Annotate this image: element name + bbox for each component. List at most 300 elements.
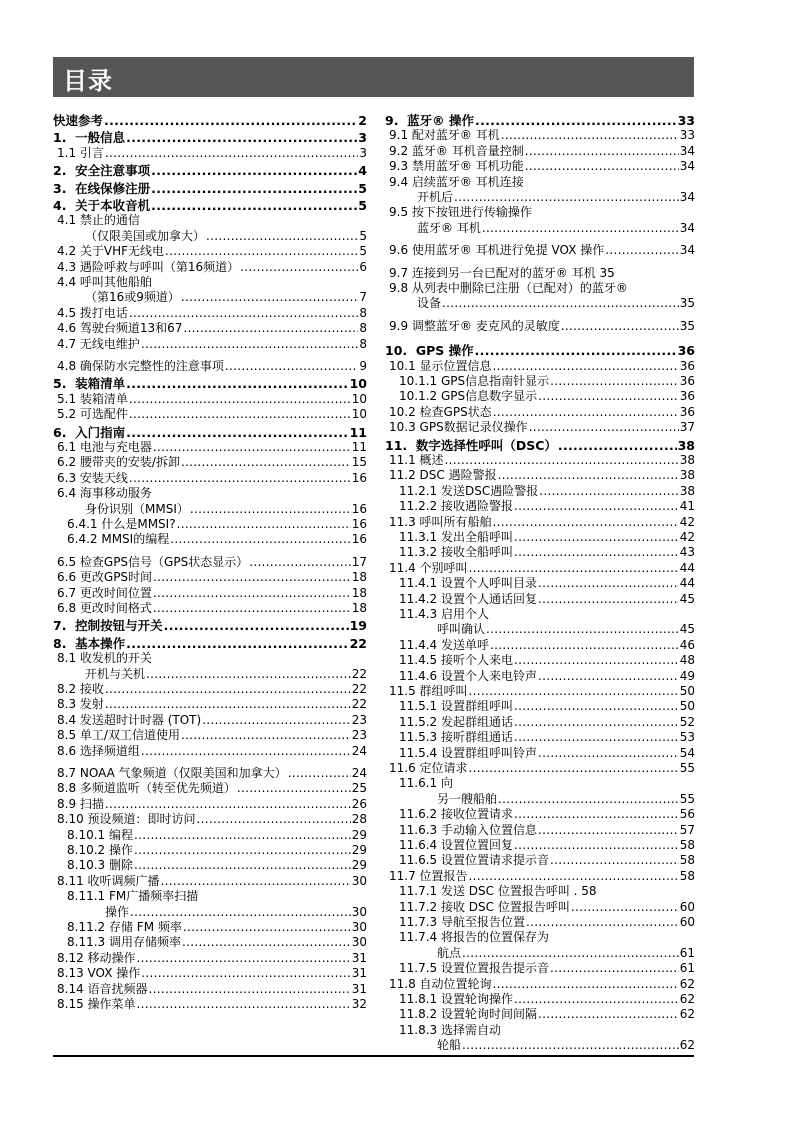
toc-entry-title: 4. 关于本收音机 bbox=[53, 198, 151, 213]
toc-page-number: 15 bbox=[351, 455, 367, 470]
toc-entry-title: （第16或9频道） bbox=[85, 290, 180, 305]
toc-page-number: 54 bbox=[679, 745, 695, 760]
toc-page-number: 50 bbox=[679, 699, 695, 714]
toc-entry[interactable] bbox=[385, 745, 695, 760]
toc-dot-leader bbox=[514, 700, 679, 713]
toc-dot-leader bbox=[149, 983, 351, 996]
toc-entry[interactable] bbox=[53, 516, 367, 531]
toc-page-number: 5 bbox=[358, 180, 367, 196]
toc-entry[interactable] bbox=[385, 791, 695, 806]
toc-page-number: 48 bbox=[679, 653, 695, 668]
toc-entry-title: 11.5.4 设置群组呼叫铃声 bbox=[399, 745, 537, 760]
toc-entry[interactable] bbox=[385, 760, 695, 775]
toc-dot-leader bbox=[288, 767, 351, 780]
toc-entry-title: 11.4.2 设置个人通话回复 bbox=[399, 591, 537, 606]
toc-dot-leader bbox=[550, 854, 679, 867]
toc-entry[interactable] bbox=[53, 934, 367, 949]
toc-page-number: 29 bbox=[351, 827, 367, 842]
toc-page-number: 37 bbox=[679, 420, 695, 435]
toc-entry-title: 9.9 调整蓝牙® 麦克风的灵敏度 bbox=[389, 318, 560, 333]
toc-entry[interactable] bbox=[385, 143, 695, 158]
toc-entry-title: 8.6 选择频道组 bbox=[57, 743, 140, 758]
toc-entry-title: 9.8 从列表中删除已注册（已配对）的蓝牙® bbox=[389, 281, 628, 295]
toc-dot-leader bbox=[105, 683, 351, 696]
toc-entry-title: 9.4 启续蓝牙® 耳机连接 bbox=[389, 174, 524, 189]
toc-entry[interactable] bbox=[53, 743, 367, 758]
toc-entry[interactable] bbox=[385, 174, 695, 189]
toc-entry[interactable] bbox=[385, 899, 695, 914]
toc-dot-leader bbox=[493, 406, 679, 419]
toc-entry[interactable] bbox=[385, 637, 695, 652]
toc-dot-leader bbox=[161, 875, 351, 888]
toc-entry-title: 10.1 显示位置信息 bbox=[389, 358, 492, 373]
toc-entry[interactable] bbox=[385, 514, 695, 529]
toc-entry[interactable] bbox=[53, 243, 367, 258]
toc-entry[interactable] bbox=[385, 1022, 695, 1037]
toc-entry-title: 4.5 拨打电话 bbox=[57, 305, 128, 320]
toc-entry[interactable] bbox=[385, 529, 695, 544]
toc-dot-leader bbox=[538, 670, 679, 683]
toc-entry-title: 8.11 收听调频广播 bbox=[57, 873, 160, 888]
toc-entry-title: 11.7.5 设置位置报告提示音 bbox=[399, 961, 549, 976]
toc-dot-leader bbox=[137, 952, 351, 965]
toc-entry-title: 8.2 接收 bbox=[57, 682, 104, 696]
toc-dot-leader bbox=[561, 320, 679, 333]
toc-page-number: 58 bbox=[679, 838, 695, 852]
toc-page-number: 19 bbox=[349, 618, 367, 634]
toc-entry-title: 4.4 呼叫其他船舶 bbox=[57, 275, 152, 289]
toc-entry-title: 4.6 驾驶台频道13和67 bbox=[57, 321, 183, 336]
toc-page-number: 35 bbox=[679, 318, 695, 333]
toc-entry[interactable] bbox=[385, 265, 695, 280]
toc-entry[interactable] bbox=[385, 112, 695, 127]
toc-entry[interactable] bbox=[385, 683, 695, 698]
toc-dot-leader bbox=[469, 870, 679, 883]
toc-entry[interactable] bbox=[385, 544, 695, 559]
toc-page-number: 28 bbox=[351, 812, 367, 827]
toc-entry[interactable] bbox=[53, 827, 367, 842]
toc-entry[interactable] bbox=[385, 960, 695, 975]
toc-entry[interactable] bbox=[53, 681, 367, 696]
toc-entry-title: 5.1 装箱清单 bbox=[57, 391, 128, 406]
toc-dot-leader bbox=[538, 577, 679, 590]
toc-entry[interactable] bbox=[385, 606, 695, 621]
toc-page-number: 30 bbox=[351, 935, 367, 950]
toc-page-number: 11 bbox=[351, 440, 367, 454]
toc-entry[interactable] bbox=[53, 454, 367, 469]
toc-entry-title: 11.4.5 接听个人来电 bbox=[399, 653, 513, 668]
toc-dot-leader bbox=[529, 421, 679, 434]
toc-entry[interactable] bbox=[385, 1037, 695, 1052]
toc-entry[interactable] bbox=[53, 696, 367, 711]
toc-entry[interactable] bbox=[53, 406, 367, 421]
toc-entry-title: 11.7.2 接收 DSC 位置报告呼叫 bbox=[399, 899, 570, 914]
toc-dot-leader bbox=[153, 602, 351, 615]
toc-page-number: 8 bbox=[359, 336, 367, 351]
toc-dot-leader bbox=[126, 377, 348, 390]
toc-entry-title: 11.8 自动位置轮询 bbox=[389, 976, 492, 991]
toc-entry[interactable] bbox=[53, 617, 367, 632]
toc-entry[interactable] bbox=[385, 868, 695, 883]
toc-entry[interactable] bbox=[53, 635, 367, 650]
toc-entry-title: 6.1 电池与充电器 bbox=[57, 440, 152, 454]
toc-entry[interactable] bbox=[53, 470, 367, 485]
toc-entry[interactable] bbox=[53, 996, 367, 1011]
toc-dot-leader bbox=[105, 147, 358, 160]
toc-dot-leader bbox=[190, 503, 351, 516]
toc-entry[interactable] bbox=[53, 112, 367, 127]
toc-page-number: 36 bbox=[677, 343, 695, 359]
toc-dot-leader bbox=[126, 131, 357, 144]
toc-entry[interactable] bbox=[53, 289, 367, 304]
toc-page-number: 43 bbox=[679, 545, 695, 560]
toc-entry-title: 8.14 语音扰频器 bbox=[57, 981, 148, 996]
toc-entry[interactable] bbox=[385, 358, 695, 373]
toc-entry[interactable] bbox=[385, 127, 695, 142]
toc-entry-title: 蓝牙® 耳机 bbox=[417, 220, 481, 235]
toc-dot-leader bbox=[442, 297, 679, 310]
toc-page-number: 31 bbox=[351, 966, 367, 981]
toc-entry[interactable] bbox=[385, 280, 695, 295]
toc-entry-title: 8.1 收发机的开关 bbox=[57, 651, 152, 666]
toc-entry[interactable] bbox=[53, 950, 367, 965]
toc-page-number: 38 bbox=[679, 468, 695, 483]
toc-entry[interactable] bbox=[385, 652, 695, 667]
toc-entry[interactable] bbox=[53, 666, 367, 681]
toc-entry[interactable] bbox=[385, 668, 695, 683]
toc-page-number: 44 bbox=[679, 560, 695, 575]
toc-entry[interactable] bbox=[53, 424, 367, 439]
toc-page-number: 55 bbox=[679, 791, 695, 806]
toc-entry-title: 11.7.3 导航至报告位置 bbox=[399, 915, 525, 929]
toc-dot-leader bbox=[151, 182, 357, 195]
toc-entry[interactable] bbox=[385, 945, 695, 960]
toc-entry[interactable] bbox=[385, 318, 695, 333]
toc-entry-title: 11. 数字选择性呼叫（DSC） bbox=[385, 437, 557, 453]
toc-dot-leader bbox=[526, 916, 679, 929]
toc-page-number: 57 bbox=[679, 822, 695, 837]
toc-entry[interactable] bbox=[385, 467, 695, 482]
toc-entry[interactable] bbox=[385, 419, 695, 434]
toc-dot-leader bbox=[104, 114, 357, 127]
toc-entry[interactable] bbox=[53, 765, 367, 780]
toc-entry[interactable] bbox=[385, 929, 695, 944]
toc-entry-title: 11.2 DSC 遇险警报 bbox=[389, 468, 497, 483]
toc-entry-title: 11.6.2 接收位置请求 bbox=[399, 807, 513, 822]
toc-entry[interactable] bbox=[53, 857, 367, 872]
toc-entry[interactable] bbox=[53, 796, 367, 811]
toc-dot-leader bbox=[183, 921, 351, 934]
toc-entry[interactable] bbox=[385, 373, 695, 388]
toc-entry[interactable] bbox=[53, 212, 367, 227]
toc-dot-leader bbox=[469, 685, 679, 698]
toc-entry[interactable] bbox=[53, 919, 367, 934]
toc-entry-title: 5. 装箱清单 bbox=[53, 376, 126, 392]
toc-dot-leader bbox=[493, 978, 679, 991]
toc-entry-title: 8.10.1 编程 bbox=[67, 827, 133, 842]
toc-page-number: 31 bbox=[351, 981, 367, 996]
toc-entry[interactable] bbox=[385, 575, 695, 590]
toc-entry-title: 11.5.2 发起群组通话 bbox=[399, 714, 513, 729]
toc-dot-leader bbox=[475, 344, 677, 357]
toc-page-number: 22 bbox=[351, 666, 367, 681]
toc-entry-title: 4.8 确保防水完整性的注意事项 bbox=[57, 359, 224, 373]
toc-entry-title: 1. 一般信息 bbox=[53, 130, 126, 146]
toc-dot-leader bbox=[225, 360, 358, 373]
toc-entry[interactable] bbox=[385, 591, 695, 606]
toc-dot-leader bbox=[501, 129, 679, 142]
toc-dot-leader bbox=[605, 244, 678, 257]
toc-entry-title: 11.8.3 选择需自动 bbox=[399, 1022, 501, 1037]
toc-entry[interactable] bbox=[385, 1006, 695, 1021]
toc-entry[interactable] bbox=[53, 501, 367, 516]
toc-page-number: 18 bbox=[351, 601, 367, 615]
toc-entry[interactable] bbox=[385, 822, 695, 837]
toc-entry[interactable] bbox=[385, 189, 695, 204]
toc-dot-leader bbox=[571, 901, 679, 914]
toc-entry[interactable] bbox=[53, 197, 367, 212]
toc-dot-leader bbox=[137, 998, 351, 1011]
toc-entry[interactable] bbox=[53, 439, 367, 454]
toc-entry[interactable] bbox=[385, 852, 695, 867]
toc-entry[interactable] bbox=[53, 712, 367, 727]
toc-entry-title: 9.5 按下按钮进行传输操作 bbox=[389, 205, 532, 220]
toc-entry[interactable] bbox=[385, 158, 695, 173]
toc-entry[interactable] bbox=[385, 204, 695, 219]
toc-entry[interactable] bbox=[385, 914, 695, 929]
toc-entry[interactable] bbox=[53, 780, 367, 795]
toc-entry[interactable] bbox=[385, 976, 695, 991]
toc-page-number: 18 bbox=[351, 585, 367, 600]
toc-entry[interactable] bbox=[53, 569, 367, 584]
toc-entry-title: 轮船 bbox=[437, 1038, 462, 1053]
toc-dot-leader bbox=[129, 408, 351, 421]
toc-page-number: 49 bbox=[679, 668, 695, 683]
toc-entry[interactable] bbox=[385, 883, 695, 898]
toc-entry[interactable] bbox=[53, 965, 367, 980]
toc-entry-title: 11.6.3 手动输入位置信息 bbox=[399, 822, 537, 837]
toc-dot-leader bbox=[493, 516, 679, 529]
toc-dot-leader bbox=[177, 518, 351, 531]
toc-entry[interactable] bbox=[385, 698, 695, 713]
toc-dot-leader bbox=[514, 808, 679, 821]
toc-entry-title: 8.11.1 FM广播频率扫描 bbox=[67, 889, 199, 904]
toc-entry[interactable] bbox=[53, 228, 367, 243]
toc-entry-title: 8.4 发送超时计时器 (TOT) bbox=[57, 712, 202, 727]
toc-entry[interactable] bbox=[385, 806, 695, 821]
toc-entry-title: 1.1 引言 bbox=[57, 145, 104, 160]
toc-page-number: 34 bbox=[679, 190, 695, 204]
toc-dot-leader bbox=[126, 637, 348, 650]
toc-entry-title: 11.4.3 启用个人 bbox=[399, 607, 489, 621]
toc-dot-leader bbox=[165, 245, 358, 258]
toc-entry[interactable] bbox=[53, 727, 367, 742]
toc-entry[interactable] bbox=[385, 437, 695, 452]
toc-entry-title: 8.11.2 存储 FM 频率 bbox=[67, 920, 182, 934]
toc-entry-title: 呼叫确认 bbox=[437, 622, 486, 637]
toc-entry[interactable] bbox=[385, 295, 695, 310]
toc-dot-leader bbox=[538, 593, 679, 606]
toc-entry[interactable] bbox=[385, 342, 695, 357]
toc-entry[interactable] bbox=[385, 729, 695, 744]
toc-page-number: 58 bbox=[679, 853, 695, 868]
toc-dot-leader bbox=[237, 782, 351, 795]
toc-dot-leader bbox=[105, 798, 351, 811]
toc-entry[interactable] bbox=[385, 498, 695, 513]
toc-entry[interactable] bbox=[385, 991, 695, 1006]
toc-entry-title: （仅限美国或加拿大） bbox=[85, 228, 206, 243]
toc-dot-leader bbox=[182, 936, 351, 949]
toc-page-number: 45 bbox=[679, 622, 695, 637]
toc-entry[interactable] bbox=[385, 714, 695, 729]
toc-entry[interactable] bbox=[53, 531, 367, 546]
toc-entry[interactable] bbox=[385, 775, 695, 790]
toc-entry[interactable] bbox=[385, 220, 695, 235]
toc-dot-leader bbox=[498, 793, 679, 806]
toc-entry-title: 11.6.5 设置位置请求提示音 bbox=[399, 853, 549, 868]
toc-dot-leader bbox=[153, 571, 351, 584]
toc-entry[interactable] bbox=[53, 485, 367, 500]
toc-page-number: 18 bbox=[351, 570, 367, 585]
toc-entry-title: 8.12 移动操作 bbox=[57, 950, 136, 965]
toc-dot-leader bbox=[134, 844, 351, 857]
toc-page-number: 52 bbox=[679, 714, 695, 729]
title-bar bbox=[53, 57, 694, 97]
toc-dot-leader bbox=[490, 639, 679, 652]
toc-entry[interactable] bbox=[53, 375, 367, 390]
toc-entry[interactable] bbox=[53, 391, 367, 406]
toc-entry-title: 8.3 发射 bbox=[57, 697, 104, 712]
toc-entry-title: 开机与关机 bbox=[85, 666, 146, 681]
toc-page-number: 22 bbox=[349, 635, 367, 651]
toc-dot-leader bbox=[249, 556, 351, 569]
toc-dot-leader bbox=[129, 307, 358, 320]
toc-entry[interactable] bbox=[385, 388, 695, 403]
toc-entry-title: 8.7 NOAA 气象频道（仅限美国和加拿大） bbox=[57, 766, 287, 780]
toc-entry[interactable] bbox=[53, 305, 367, 320]
toc-page-number: 24 bbox=[351, 766, 367, 780]
toc-dot-leader bbox=[181, 729, 351, 742]
toc-entry-title: 3. 在线保修注册 bbox=[53, 180, 151, 196]
toc-page-number: 30 bbox=[351, 873, 367, 888]
toc-page-number: 38 bbox=[679, 453, 695, 467]
toc-entry[interactable] bbox=[385, 242, 695, 257]
toc-dot-leader bbox=[141, 967, 350, 980]
toc-page-number: 30 bbox=[351, 904, 367, 919]
toc-page-number: 44 bbox=[679, 576, 695, 591]
toc-page-number: 58 bbox=[679, 868, 695, 883]
toc-page-number: 8 bbox=[359, 321, 367, 336]
toc-page-number: 62 bbox=[679, 1007, 695, 1022]
toc-dot-leader bbox=[462, 947, 679, 960]
toc-dot-leader bbox=[130, 906, 351, 919]
toc-entry[interactable] bbox=[385, 621, 695, 636]
toc-entry-title: 9.7 连接到另一台已配对的蓝牙® 耳机 35 bbox=[389, 265, 615, 280]
toc-entry[interactable] bbox=[385, 837, 695, 852]
toc-entry[interactable] bbox=[53, 600, 367, 615]
toc-entry-title: 6.7 更改时间位置 bbox=[57, 585, 152, 600]
toc-page-number: 33 bbox=[677, 113, 695, 128]
toc-entry[interactable] bbox=[53, 554, 367, 569]
toc-page-number: 34 bbox=[679, 243, 695, 258]
toc-page-number: 41 bbox=[679, 499, 695, 514]
toc-entry[interactable] bbox=[53, 650, 367, 665]
toc-entry[interactable] bbox=[385, 560, 695, 575]
toc-entry[interactable] bbox=[53, 873, 367, 888]
toc-entry-title: 9.3 禁用蓝牙® 耳机功能 bbox=[389, 159, 524, 174]
toc-page-number: 36 bbox=[679, 404, 695, 419]
page-title: 目录 bbox=[63, 67, 113, 95]
toc-entry[interactable] bbox=[53, 904, 367, 919]
toc-entry[interactable] bbox=[53, 320, 367, 335]
toc-entry-title: 8.13 VOX 操作 bbox=[57, 966, 141, 981]
toc-entry-title: 8.9 扫描 bbox=[57, 796, 104, 811]
toc-entry[interactable] bbox=[53, 162, 367, 177]
toc-page-number: 3 bbox=[359, 145, 367, 160]
toc-dot-leader bbox=[469, 762, 679, 775]
toc-page-number: 38 bbox=[679, 483, 695, 498]
toc-entry-title: 11.6 定位请求 bbox=[389, 761, 468, 775]
toc-dot-leader bbox=[538, 747, 679, 760]
toc-page-number: 7 bbox=[359, 290, 367, 305]
toc-page-number: 61 bbox=[679, 945, 695, 960]
toc-page-number: 53 bbox=[679, 730, 695, 745]
toc-entry-title: 6.4.1 什么是MMSI? bbox=[67, 517, 176, 531]
toc-page-number: 24 bbox=[351, 743, 367, 758]
toc-entry[interactable] bbox=[53, 129, 367, 144]
toc-entry[interactable] bbox=[53, 274, 367, 289]
toc-entry[interactable] bbox=[53, 811, 367, 826]
toc-entry-title: 9.2 蓝牙® 耳机音量控制 bbox=[389, 143, 524, 158]
toc-entry-title: 9.1 配对蓝牙® 耳机 bbox=[389, 128, 500, 143]
toc-entry[interactable] bbox=[53, 145, 367, 160]
toc-page-number: 30 bbox=[351, 920, 367, 934]
toc-dot-leader bbox=[126, 426, 348, 439]
toc-entry[interactable] bbox=[53, 358, 367, 373]
toc-entry-title: 8.5 单工/双工信道使用 bbox=[57, 728, 180, 743]
toc-entry[interactable] bbox=[53, 585, 367, 600]
toc-entry[interactable] bbox=[385, 483, 695, 498]
toc-page-number: 35 bbox=[679, 296, 695, 311]
toc-entry-title: 11.5.3 接听群组通话 bbox=[399, 730, 513, 745]
toc-entry[interactable] bbox=[385, 452, 695, 467]
toc-entry-title: 5.2 可选配件 bbox=[57, 407, 128, 422]
toc-entry[interactable] bbox=[53, 981, 367, 996]
toc-entry[interactable] bbox=[385, 404, 695, 419]
toc-entry[interactable] bbox=[53, 888, 367, 903]
toc-entry-title: 6.3 安装天线 bbox=[57, 470, 128, 485]
toc-entry[interactable] bbox=[53, 336, 367, 351]
toc-page-number: 42 bbox=[679, 530, 695, 544]
toc-entry[interactable] bbox=[53, 842, 367, 857]
bottom-rule bbox=[53, 1055, 694, 1057]
toc-page-number: 6 bbox=[359, 259, 367, 274]
toc-entry[interactable] bbox=[53, 259, 367, 274]
toc-entry[interactable] bbox=[53, 180, 367, 195]
toc-dot-leader bbox=[525, 160, 679, 173]
toc-entry-title: 8.8 多频道监听（转至优先频道） bbox=[57, 781, 236, 796]
toc-dot-leader bbox=[514, 654, 679, 667]
toc-dot-leader bbox=[164, 619, 349, 632]
toc-dot-leader bbox=[514, 993, 679, 1006]
toc-dot-leader bbox=[181, 456, 351, 469]
toc-page-number: 23 bbox=[351, 728, 367, 743]
toc-entry-title: 6. 入门指南 bbox=[53, 424, 126, 440]
toc-page-number: 26 bbox=[351, 796, 367, 811]
toc-dot-leader bbox=[558, 439, 677, 452]
toc-page-number: 17 bbox=[351, 554, 367, 569]
toc-entry-title: 11.3.1 发出全船呼叫 bbox=[399, 530, 513, 544]
